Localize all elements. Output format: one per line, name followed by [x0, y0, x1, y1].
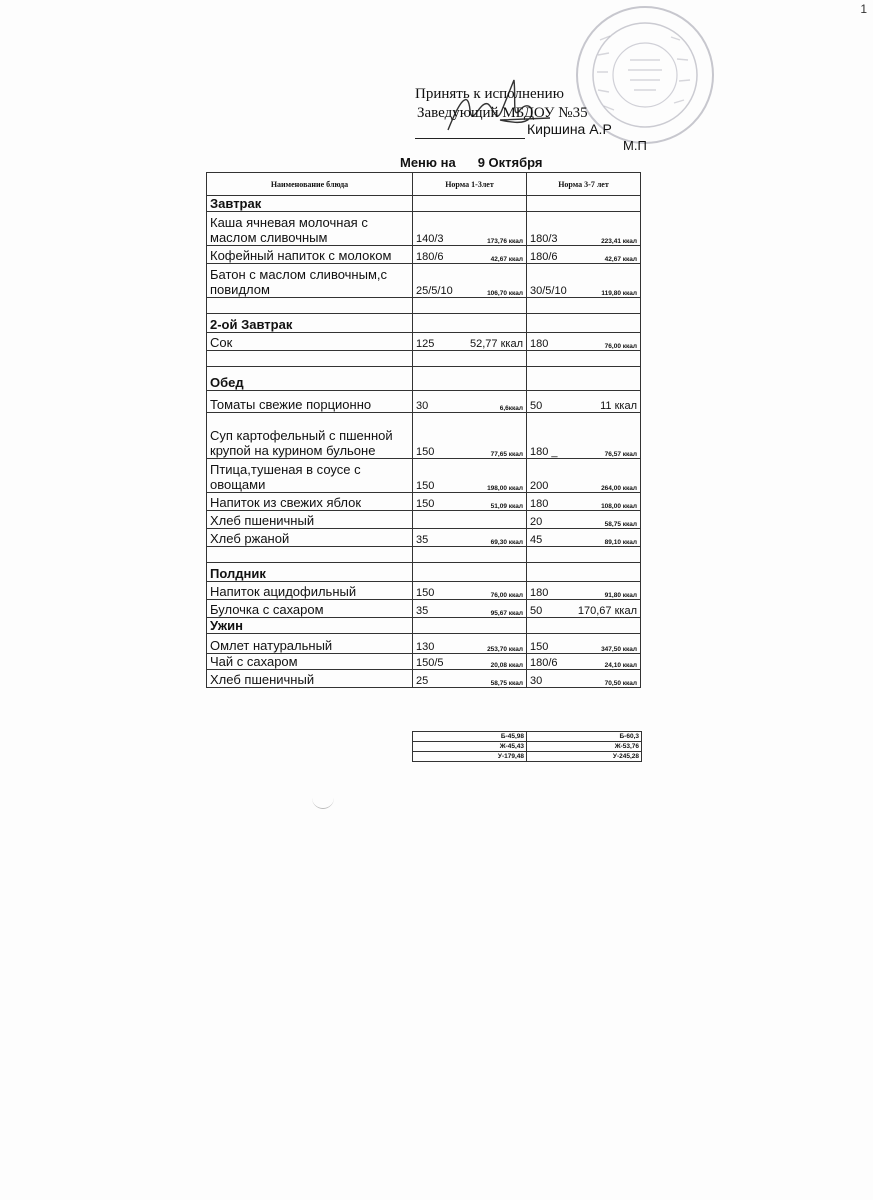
totals-table	[412, 731, 642, 762]
portion-3-7: 30/5/10	[530, 285, 567, 297]
norm-1-3-cell	[413, 493, 527, 511]
totals-row	[413, 752, 642, 762]
norm-1-3-cell	[413, 391, 527, 413]
portion-3-7: 50	[530, 400, 543, 412]
table-row	[207, 670, 641, 688]
norm-3-7-cell	[527, 246, 641, 264]
kcal-1-3: 52,77 ккал	[470, 338, 523, 350]
portion-3-7: 30	[530, 675, 543, 687]
dish-name: Булочка с сахаром	[207, 600, 413, 618]
kcal-1-3: 198,00 ккал	[487, 485, 523, 492]
dish-name: Напиток из свежих яблок	[207, 493, 413, 511]
spacer-row	[207, 351, 641, 367]
portion-3-7: 200	[530, 480, 549, 492]
portion-3-7: 180	[530, 338, 549, 350]
norm-3-7-cell	[527, 459, 641, 493]
totals-row	[413, 732, 642, 742]
table-row	[207, 246, 641, 264]
norm-1-3-cell	[413, 459, 527, 493]
kcal-3-7: 119,80 ккал	[601, 290, 637, 297]
kcal-3-7: 223,41 ккал	[601, 238, 637, 245]
empty-cell	[527, 298, 641, 314]
empty-cell	[413, 196, 527, 212]
kcal-3-7: 108,00 ккал	[601, 503, 637, 510]
kcal-3-7: 347,50 ккал	[601, 646, 637, 653]
table-row	[207, 333, 641, 351]
dish-name: Птица,тушеная в соусе с овощами	[207, 459, 413, 493]
corner-mark: 1	[860, 2, 867, 16]
portion-1-3: 150/5	[416, 657, 444, 669]
norm-3-7-cell	[527, 511, 641, 529]
dish-name: Омлет натуральный	[207, 634, 413, 654]
empty-cell	[413, 367, 527, 391]
empty-cell	[527, 547, 641, 563]
norm-1-3-cell	[413, 511, 527, 529]
norm-1-3-cell	[413, 582, 527, 600]
total-1-3: Б-45,98	[413, 732, 527, 742]
empty-cell	[527, 618, 641, 634]
norm-3-7-cell	[527, 212, 641, 246]
norm-1-3-cell	[413, 670, 527, 688]
approval-line-name: Киршина А.Р	[527, 121, 612, 137]
kcal-3-7: 89,10 ккал	[604, 539, 637, 546]
kcal-1-3: 20,08 ккал	[490, 662, 523, 669]
section-title: Ужин	[207, 618, 413, 634]
portion-1-3: 140/3	[416, 233, 444, 245]
portion-1-3: 180/6	[416, 251, 444, 263]
kcal-3-7: 70,50 ккал	[604, 680, 637, 687]
section-title: Завтрак	[207, 196, 413, 212]
empty-cell	[527, 314, 641, 333]
norm-3-7-cell	[527, 264, 641, 298]
norm-3-7-cell	[527, 413, 641, 459]
portion-3-7: 180	[530, 587, 549, 599]
total-3-7: У-245,28	[527, 752, 642, 762]
portion-3-7: 180/6	[530, 251, 558, 263]
norm-3-7-cell	[527, 529, 641, 547]
dish-name: Суп картофельный с пшенной крупой на курином бульоне	[207, 413, 413, 459]
empty-cell	[527, 563, 641, 582]
kcal-3-7: 264,00 ккал	[601, 485, 637, 492]
section-row	[207, 618, 641, 634]
dish-name: Сок	[207, 333, 413, 351]
portion-1-3: 150	[416, 480, 435, 492]
empty-cell	[413, 547, 527, 563]
portion-1-3: 150	[416, 498, 435, 510]
dish-name: Напиток ацидофильный	[207, 582, 413, 600]
empty-cell	[413, 563, 527, 582]
norm-1-3-cell	[413, 529, 527, 547]
table-row	[207, 413, 641, 459]
norm-1-3-cell	[413, 634, 527, 654]
kcal-1-3: 42,67 ккал	[490, 256, 523, 263]
norm-3-7-cell	[527, 493, 641, 511]
dish-name: Батон с маслом сливочным,с повидлом	[207, 264, 413, 298]
portion-1-3: 150	[416, 587, 435, 599]
table-row	[207, 493, 641, 511]
dish-name: Кофейный напиток с молоком	[207, 246, 413, 264]
kcal-3-7: 11 ккал	[600, 400, 637, 412]
section-row	[207, 196, 641, 212]
portion-1-3: 30	[416, 400, 429, 412]
total-3-7: Б-60,3	[527, 732, 642, 742]
kcal-1-3: 76,00 ккал	[490, 592, 523, 599]
norm-1-3-cell	[413, 333, 527, 351]
norm-1-3-cell	[413, 264, 527, 298]
portion-1-3: 150	[416, 446, 435, 458]
table-row	[207, 459, 641, 493]
title-label: Меню на	[400, 155, 456, 170]
kcal-3-7: 76,57 ккал	[604, 451, 637, 458]
dish-name: Томаты свежие порционно	[207, 391, 413, 413]
header-norm-1-3: Норма 1-3лет	[413, 173, 527, 196]
empty-cell	[207, 298, 413, 314]
page-title	[400, 155, 565, 170]
section-row	[207, 314, 641, 333]
table-row	[207, 511, 641, 529]
dish-name: Хлеб ржаной	[207, 529, 413, 547]
kcal-1-3: 173,76 ккал	[487, 238, 523, 245]
table-row	[207, 391, 641, 413]
kcal-1-3: 51,09 ккал	[490, 503, 523, 510]
norm-1-3-cell	[413, 413, 527, 459]
empty-cell	[207, 351, 413, 367]
kcal-1-3: 77,65 ккал	[490, 451, 523, 458]
header-dish-name: Наименование блюда	[207, 173, 413, 196]
kcal-1-3: 106,70 ккал	[487, 290, 523, 297]
norm-1-3-cell	[413, 654, 527, 670]
table-row	[207, 582, 641, 600]
spacer-row	[207, 547, 641, 563]
section-title: Полдник	[207, 563, 413, 582]
kcal-1-3: 95,67 ккал	[490, 610, 523, 617]
table-row	[207, 212, 641, 246]
table-header-row	[207, 173, 641, 196]
portion-3-7: 180 _	[530, 446, 558, 458]
portion-3-7: 180/3	[530, 233, 558, 245]
norm-3-7-cell	[527, 670, 641, 688]
norm-3-7-cell	[527, 600, 641, 618]
menu-table	[206, 172, 641, 688]
empty-cell	[413, 351, 527, 367]
kcal-3-7: 42,67 ккал	[604, 256, 637, 263]
norm-1-3-cell	[413, 600, 527, 618]
portion-1-3: 35	[416, 605, 429, 617]
portion-1-3: 25/5/10	[416, 285, 453, 297]
norm-3-7-cell	[527, 654, 641, 670]
header-norm-3-7: Норма 3-7 лет	[527, 173, 641, 196]
empty-cell	[413, 618, 527, 634]
kcal-3-7: 24,10 ккал	[604, 662, 637, 669]
table-row	[207, 600, 641, 618]
empty-cell	[207, 547, 413, 563]
kcal-1-3: 58,75 ккал	[490, 680, 523, 687]
empty-cell	[527, 351, 641, 367]
portion-1-3: 130	[416, 641, 435, 653]
approval-line-position: Заведующий МБДОУ №35	[417, 105, 588, 121]
empty-cell	[527, 196, 641, 212]
kcal-3-7: 170,67 ккал	[577, 605, 637, 617]
portion-3-7: 180/6	[530, 657, 558, 669]
portion-3-7: 20	[530, 516, 543, 528]
kcal-3-7: 76,00 ккал	[604, 343, 637, 350]
empty-cell	[413, 298, 527, 314]
kcal-1-3: 253,70 ккал	[487, 646, 523, 653]
portion-3-7: 150	[530, 641, 549, 653]
dish-name: Хлеб пшеничный	[207, 511, 413, 529]
kcal-3-7: 91,80 ккал	[604, 592, 637, 599]
table-row	[207, 529, 641, 547]
kcal-3-7: 58,75 ккал	[604, 521, 637, 528]
totals-row	[413, 742, 642, 752]
approval-line-seal: М.П	[623, 138, 647, 153]
portion-3-7: 180	[530, 498, 549, 510]
section-title: Обед	[207, 367, 413, 391]
portion-3-7: 50	[530, 605, 543, 617]
approval-line-accept: Принять к исполнению	[415, 86, 564, 102]
section-title: 2-ой Завтрак	[207, 314, 413, 333]
portion-1-3: 25	[416, 675, 429, 687]
kcal-1-3: 6,6ккал	[499, 405, 523, 412]
norm-3-7-cell	[527, 634, 641, 654]
norm-3-7-cell	[527, 333, 641, 351]
section-row	[207, 367, 641, 391]
total-1-3: У-179,48	[413, 752, 527, 762]
norm-1-3-cell	[413, 212, 527, 246]
spacer-row	[207, 298, 641, 314]
kcal-1-3: 69,30 ккал	[490, 539, 523, 546]
dish-name: Чай с сахаром	[207, 654, 413, 670]
portion-1-3: 35	[416, 534, 429, 546]
portion-3-7: 45	[530, 534, 543, 546]
table-row	[207, 634, 641, 654]
table-row	[207, 264, 641, 298]
norm-3-7-cell	[527, 391, 641, 413]
total-1-3: Ж-45,43	[413, 742, 527, 752]
section-row	[207, 563, 641, 582]
empty-cell	[527, 367, 641, 391]
total-3-7: Ж-53,76	[527, 742, 642, 752]
empty-cell	[413, 314, 527, 333]
dish-name: Хлеб пшеничный	[207, 670, 413, 688]
norm-3-7-cell	[527, 582, 641, 600]
portion-1-3: 125	[416, 338, 435, 350]
norm-1-3-cell	[413, 246, 527, 264]
table-row	[207, 654, 641, 670]
dish-name: Каша ячневая молочная с маслом сливочным	[207, 212, 413, 246]
title-date: 9 Октября	[477, 155, 543, 170]
signature-line	[415, 138, 525, 139]
